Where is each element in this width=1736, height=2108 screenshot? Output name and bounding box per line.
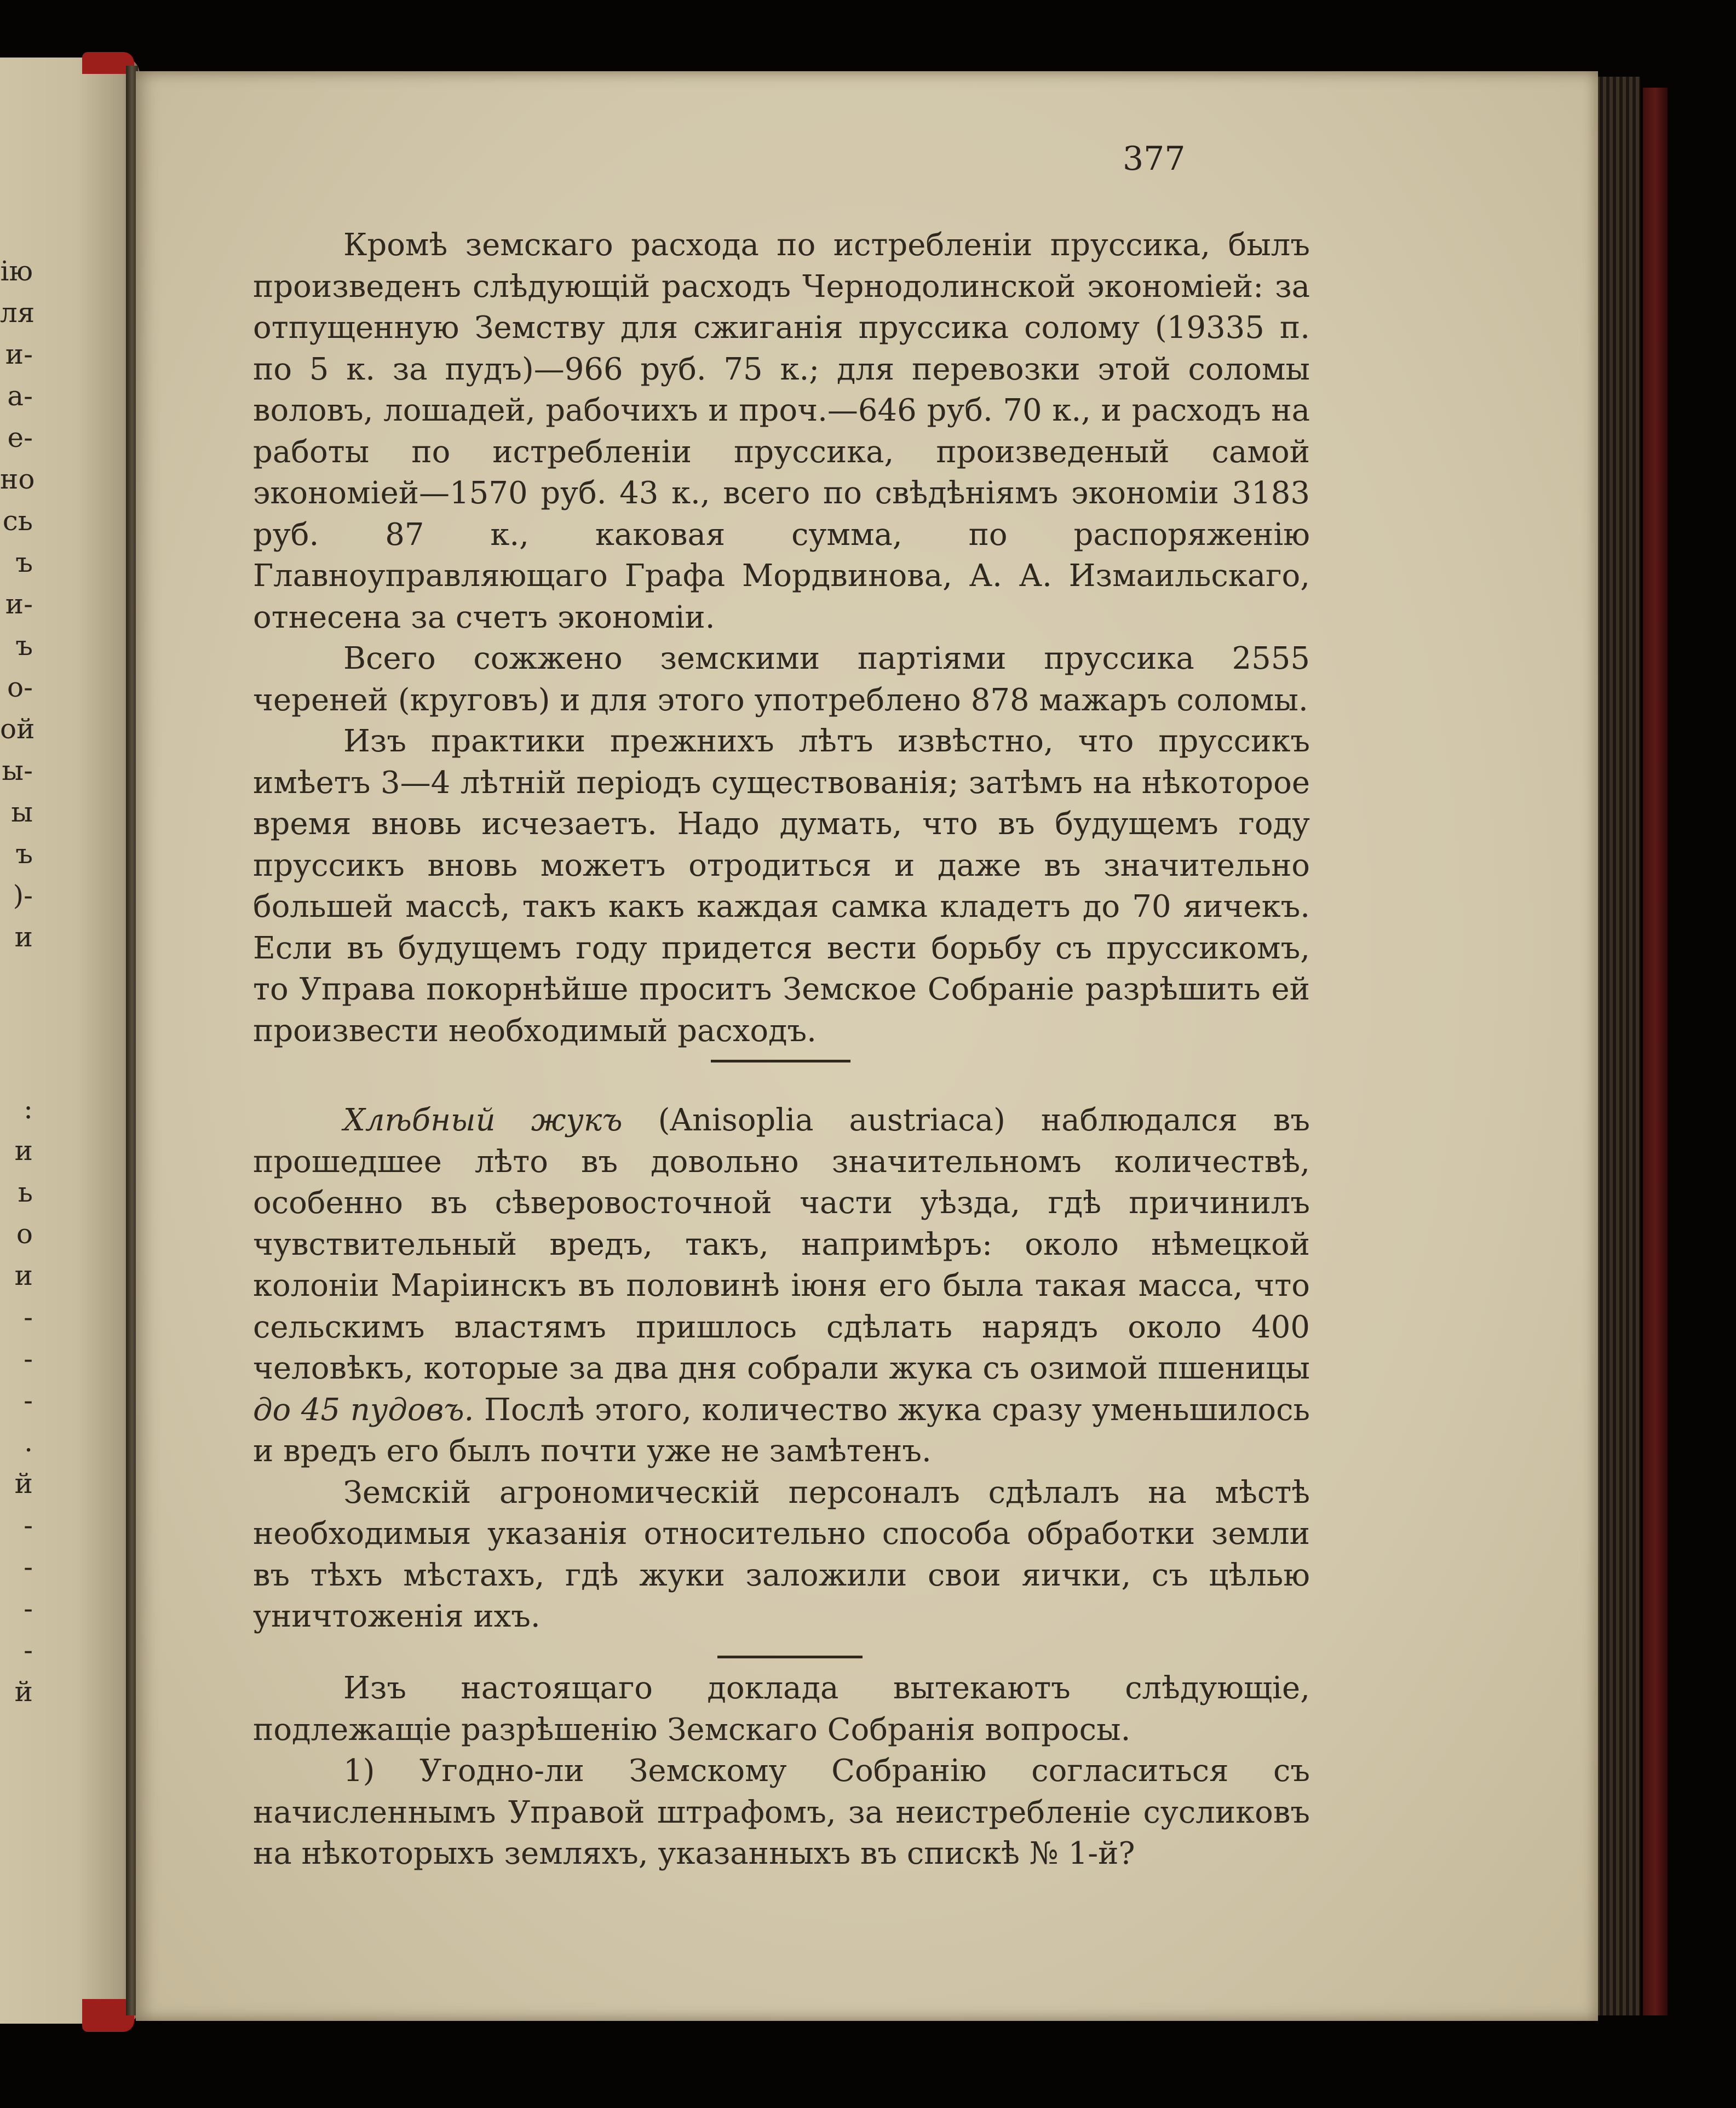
facing-page-fragment: - [24, 1509, 33, 1541]
facing-page-fragment: - [24, 1634, 33, 1666]
facing-page-fragment: - [24, 1551, 33, 1583]
facing-page-fragment: ля [0, 297, 35, 329]
facing-page-fragment: и- [5, 338, 33, 370]
facing-page-fragment: ь [18, 1176, 33, 1208]
facing-page-fragment: и- [5, 588, 33, 620]
beetle-emphasis: до 45 пудовъ. [253, 1392, 474, 1428]
facing-page-fragment: ъ [15, 630, 33, 662]
text-block-beetle [253, 1100, 1310, 1638]
facing-page-fragment: сь [2, 505, 33, 537]
facing-page-fragment: но [0, 463, 35, 495]
facing-page-fragment: ы [11, 796, 33, 828]
beetle-text-1: (Anisoplia austriaca) наблюдался въ прошедшее лѣто въ довольно значительномъ количествѣ, особенно въ сѣверовосточной части уѣзда, гдѣ причинилъ чувствительный вредъ, такъ, напримѣръ: около нѣмецкой колоніи Маріинскъ въ половинѣ іюня его была такая масса, что сельскимъ властямъ пришлось сдѣлать нарядъ около 400 человѣкъ, которые за два дня собрали жука съ озимой пшеницы [253, 1102, 1310, 1386]
beetle-text-2: Послѣ этого, количество жука сразу уменьшилось и вредъ его былъ почти уже не замѣтенъ. [253, 1392, 1310, 1469]
paragraph-questions-intro: Изъ настоящаго доклада вытекаютъ слѣдующіе, подлежащіе разрѣшенію Земскаго Собранія вопросы. [253, 1670, 1310, 1748]
paragraph-practice: Изъ практики прежнихъ лѣтъ извѣстно, что пруссикъ имѣетъ 3—4 лѣтній періодъ существованія; затѣмъ на нѣкоторое время вновь исчезаетъ. Надо думать, что въ будущемъ году пруссикъ вновь можетъ отродиться и даже въ значительно большей массѣ, такъ какъ каждая самка кладетъ до 70 яичекъ. Если въ будущемъ году придется вести борьбу съ пруссикомъ, то Управа покорнѣйше проситъ Земское Собраніе разрѣшить ей произвести необходимый расходъ. [253, 723, 1310, 1049]
text-block-pests [253, 225, 1310, 1052]
facing-page-fragment: о [16, 1218, 33, 1250]
text-block-questions [253, 1668, 1310, 1875]
facing-page-fragment: й [14, 1468, 33, 1500]
facing-page-fragment: й [14, 1676, 33, 1708]
facing-page-fragment: - [24, 1343, 33, 1375]
facing-page-fragment: а- [7, 380, 33, 412]
paragraph-agronomy: Земскій агрономическій персоналъ сдѣлалъ на мѣстѣ необходимыя указанія относительно способа обработки земли въ тѣхъ мѣстахъ, гдѣ жуки заложили свои яички, съ цѣлью уничтоженія ихъ. [253, 1474, 1310, 1634]
facing-page-fragment: и [14, 1260, 33, 1291]
paragraph-beetle [253, 1100, 1310, 1472]
facing-page-fragment: ы- [2, 755, 33, 786]
section-divider-2 [717, 1656, 863, 1658]
facing-page-fragment: и [14, 921, 33, 953]
facing-page-fragment: - [24, 1593, 33, 1624]
facing-page-fragment: ъ [15, 838, 33, 870]
facing-page-fragment: - [24, 1385, 33, 1416]
facing-page-fragment: . [24, 1426, 33, 1458]
section-divider [711, 1060, 850, 1062]
paragraph-question-1: 1) Угодно-ли Земскому Собранію согласиться съ начисленнымъ Управой штрафомъ, за неистребленіе сусликовъ на нѣкоторыхъ земляхъ, указанныхъ въ спискѣ № 1-й? [253, 1753, 1310, 1871]
facing-page-fragment: о- [7, 671, 33, 703]
facing-page-fragment: ой [0, 713, 35, 745]
book-binding [1643, 88, 1668, 2015]
facing-page-fragment: ію [0, 255, 33, 287]
facing-page-fragment: е- [7, 422, 33, 453]
page-number: 377 [1123, 140, 1186, 178]
facing-page [0, 58, 140, 2024]
facing-page-fragment: - [24, 1301, 33, 1333]
page-edges [1596, 77, 1640, 2015]
paragraph-burned: Всего сожжено земскими партіями пруссика 2555 череней (круговъ) и для этого употреблено 878 мажаръ соломы. [253, 641, 1310, 718]
paragraph-expenses: Кромѣ земскаго расхода по истребленіи пруссика, былъ произведенъ слѣдующій расходъ Чернодолинской экономіей: за отпущенную Земству для сжиганія пруссика солому (19335 п. по 5 к. за пудъ)—966 руб. 75 к.; для перевозки этой соломы воловъ, лошадей, рабочихъ и проч.—646 руб. 70 к., и расходъ на работы по истребленіи пруссика, произведеный самой экономіей—1570 руб. 43 к., всего по свѣдѣніямъ экономіи 3183 руб. 87 к., каковая сумма, по распоряженію Главноуправляющаго Графа Мордвинова, А. А. Измаильскаго, отнесена за счетъ экономіи. [253, 227, 1310, 635]
facing-page-fragment: ъ [15, 547, 33, 578]
facing-page-fragment: )- [13, 880, 33, 911]
beetle-title: Хлѣбный жукъ [343, 1102, 623, 1138]
facing-page-fragment: и [14, 1135, 33, 1167]
facing-page-fragment: : [24, 1093, 33, 1125]
